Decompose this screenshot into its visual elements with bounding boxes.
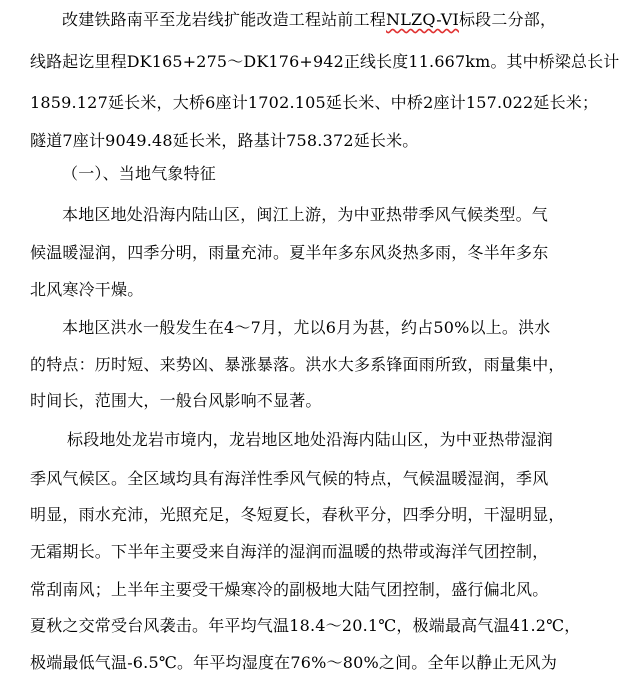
para1-line1-text: 改建铁路南平至龙岩线扩能改造工程站前工程 [62, 10, 387, 29]
para4-line5: 常刮南风；上半年主要受干燥寒冷的副极地大陆气团控制，盛行偏北风。 [30, 580, 549, 599]
para3-line1: 本地区洪水一般发生在4～7月，尤以6月为甚，约占50%以上。洪水 [62, 318, 551, 337]
para4-line1: 标段地处龙岩市境内，龙岩地区地处沿海内陆山区，为中亚热带湿润 [67, 430, 554, 449]
section-heading: （一）、当地气象特征 [62, 164, 217, 183]
para4-line2: 季风气候区。全区域均具有海洋性季风气候的特点，气候温暖湿润，季风 [30, 469, 549, 488]
section-code: NLZQ-VI [386, 10, 459, 29]
para1-line2: 线路起讫里程DK165+275～DK176+942正线长度11.667km。其中桥梁总长计 [30, 52, 620, 71]
para3-line3: 时间长，范围大，一般台风影响不显著。 [30, 391, 322, 410]
para4-line7: 极端最低气温-6.5℃。年平均湿度在76%～80%之间。全年以静止无风为 [30, 653, 558, 672]
para2-line1: 本地区地处沿海内陆山区，闽江上游，为中亚热带季风气候类型。气 [62, 205, 549, 224]
para3-line2: 的特点：历时短、来势凶、暴涨暴落。洪水大多系锋面雨所致，雨量集中， [30, 355, 565, 374]
para2-line2: 候温暖湿润，四季分明，雨量充沛。夏半年多东风炎热多雨，冬半年多东 [30, 243, 549, 262]
para4-line4: 无霜期长。下半年主要受来自海洋的湿润而温暖的热带或海洋气团控制， [30, 542, 549, 561]
para1-line1-tail: 标段二分部， [458, 10, 557, 29]
para4-line6: 夏秋之交常受台风袭击。年平均气温18.4～20.1℃，极端最高气温41.2℃， [30, 616, 581, 635]
para1-line1 [62, 10, 556, 30]
para1-line3: 1859.127延长米，大桥6座计1702.105延长米、中桥2座计157.022延长米； [30, 93, 599, 112]
para4-line3: 明显，雨水充沛，光照充足，冬短夏长，春秋平分，四季分明，干湿明显， [30, 505, 565, 524]
para2-line3: 北风寒冷干燥。 [30, 280, 144, 299]
para1-line4: 隧道7座计9049.48延长米，路基计758.372延长米。 [30, 131, 419, 150]
